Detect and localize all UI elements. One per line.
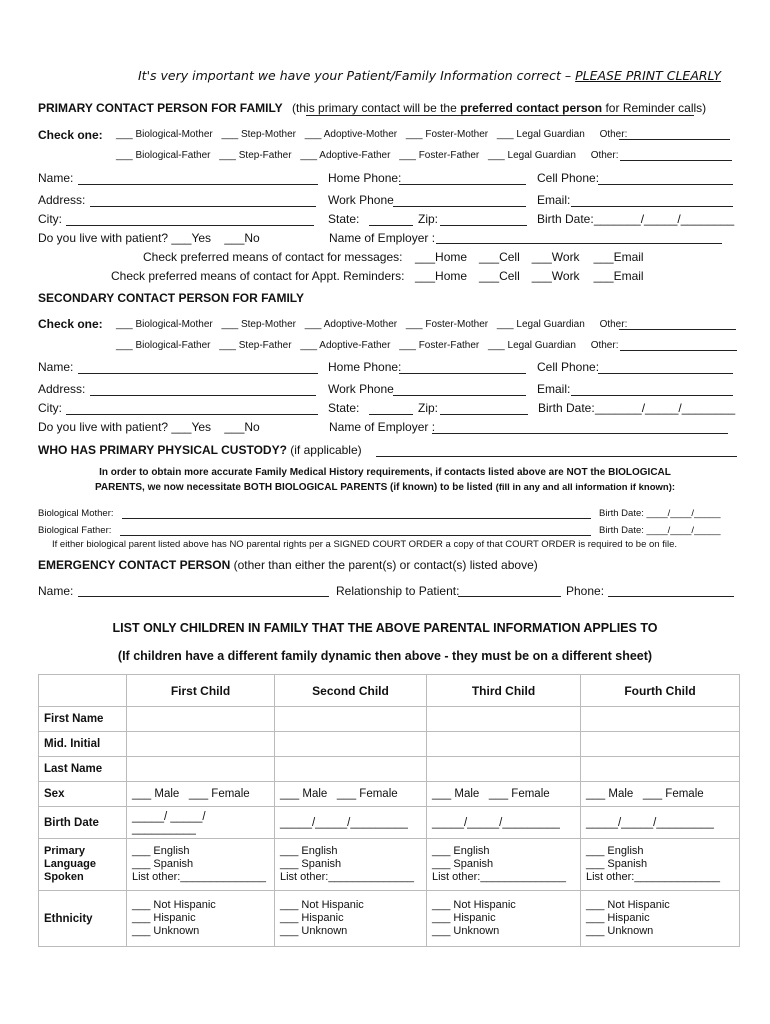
form-title: It's very important we have your Patient/Family Information correct – PLEASE PRINT CLEARLY bbox=[138, 68, 721, 83]
secondary-heading: SECONDARY CONTACT PERSON FOR FAMILY bbox=[38, 291, 305, 305]
last-name-cell[interactable] bbox=[275, 757, 427, 782]
row-label-mid-initial: Mid. Initial bbox=[39, 732, 127, 757]
sex-cell[interactable]: ___ Male ___ Female bbox=[427, 782, 581, 807]
secondary-home-phone-label: Home Phone: bbox=[328, 360, 402, 374]
ethnicity-cell[interactable]: ___ Not Hispanic ___ Hispanic ___ Unknown bbox=[581, 891, 740, 947]
table-corner bbox=[39, 675, 127, 707]
primary-cell-phone-label: Cell Phone: bbox=[537, 171, 600, 185]
language-cell[interactable]: ___ English ___ Spanish List other:______________ bbox=[581, 839, 740, 891]
children-table bbox=[38, 674, 740, 947]
row-label-first-name: First Name bbox=[39, 707, 127, 732]
secondary-employer-label: Name of Employer : bbox=[329, 420, 436, 434]
secondary-state-label: State: bbox=[328, 401, 360, 415]
column-header: Second Child bbox=[275, 675, 427, 707]
first-name-cell[interactable] bbox=[581, 707, 740, 732]
pref-reminders-label: Check preferred means of contact for Appt. Reminders: bbox=[111, 269, 405, 283]
sex-cell[interactable]: ___ Male ___ Female bbox=[275, 782, 427, 807]
row-label-language: Primary Language Spoken bbox=[39, 839, 127, 891]
primary-state-label: State: bbox=[328, 212, 360, 226]
emergency-name-field[interactable] bbox=[78, 596, 329, 597]
column-header: Fourth Child bbox=[581, 675, 740, 707]
emergency-phone-field[interactable] bbox=[608, 596, 734, 597]
court-order-note: If either biological parent listed above has NO parental rights per a SIGNED COURT ORDER a copy of that COURT ORDER is required to be on file. bbox=[52, 539, 677, 550]
secondary-city-field[interactable] bbox=[66, 414, 318, 415]
column-header: First Child bbox=[127, 675, 275, 707]
secondary-cell-phone-field[interactable] bbox=[598, 373, 733, 374]
primary-birth-date-field[interactable]: _______/_____/________ bbox=[594, 212, 735, 226]
secondary-work-phone-label: Work Phone bbox=[328, 382, 394, 396]
mid-initial-cell[interactable] bbox=[427, 732, 581, 757]
language-cell[interactable]: ___ English ___ Spanish List other:______________ bbox=[427, 839, 581, 891]
birth-date-cell[interactable]: _____/_____/_________ bbox=[581, 807, 740, 839]
row-label-last-name: Last Name bbox=[39, 757, 127, 782]
primary-work-phone-field[interactable] bbox=[393, 206, 526, 207]
ethnicity-cell[interactable]: ___ Not Hispanic ___ Hispanic ___ Unknown bbox=[275, 891, 427, 947]
primary-employer-label: Name of Employer : bbox=[329, 231, 436, 245]
emergency-phone-label: Phone: bbox=[566, 584, 605, 598]
bio-mother-label: Biological Mother: bbox=[38, 508, 114, 519]
bio-father-field[interactable] bbox=[120, 535, 591, 536]
ethnicity-cell[interactable]: ___ Not Hispanic ___ Hispanic ___ Unknown bbox=[427, 891, 581, 947]
row-label-sex: Sex bbox=[39, 782, 127, 807]
secondary-zip-label: Zip: bbox=[418, 401, 439, 415]
secondary-email-field[interactable] bbox=[571, 395, 733, 396]
language-cell[interactable]: ___ English ___ Spanish List other:______________ bbox=[127, 839, 275, 891]
pref-messages-label: Check preferred means of contact for messages: bbox=[143, 250, 403, 264]
primary-relationship-row2[interactable]: ___ Biological-Father ___ Step-Father ___ Adoptive-Father ___ Foster-Father ___ Legal Guardian Other: bbox=[116, 150, 619, 161]
bio-notice-line1: In order to obtain more accurate Family Medical History requirements, if contacts listed above are NOT the BIOLOGICAL bbox=[99, 467, 671, 478]
secondary-check-one-label: Check one: bbox=[38, 317, 103, 331]
bio-notice-line2: PARENTS, we now necessitate BOTH BIOLOGICAL PARENTS (if known) to be listed (fill in any and all information if known): bbox=[94, 482, 676, 493]
sex-cell[interactable]: ___ Male ___ Female bbox=[581, 782, 740, 807]
last-name-cell[interactable] bbox=[127, 757, 275, 782]
mid-initial-cell[interactable] bbox=[127, 732, 275, 757]
bio-father-birth-date[interactable]: Birth Date: ____/____/_____ bbox=[599, 525, 721, 536]
custody-heading: WHO HAS PRIMARY PHYSICAL CUSTODY? (if applicable) bbox=[38, 443, 362, 457]
row-label-birth-date: Birth Date bbox=[39, 807, 127, 839]
primary-birth-date-label: Birth Date: bbox=[537, 212, 594, 226]
secondary-city-label: City: bbox=[38, 401, 62, 415]
secondary-work-phone-field[interactable] bbox=[393, 395, 526, 396]
birth-date-cell[interactable]: _____/ _____/ __________ bbox=[127, 807, 275, 839]
sex-cell[interactable]: ___ Male ___ Female bbox=[127, 782, 275, 807]
custody-field[interactable] bbox=[376, 456, 737, 457]
secondary-birth-date-label: Birth Date: bbox=[538, 401, 595, 415]
bio-mother-field[interactable] bbox=[122, 518, 591, 519]
last-name-cell[interactable] bbox=[581, 757, 740, 782]
emergency-name-label: Name: bbox=[38, 584, 74, 598]
pref-reminders-options[interactable]: ___Home ___Cell ___Work ___Email bbox=[415, 269, 644, 283]
column-header: Third Child bbox=[427, 675, 581, 707]
primary-cell-phone-field[interactable] bbox=[598, 184, 733, 185]
mid-initial-cell[interactable] bbox=[275, 732, 427, 757]
primary-employer-field[interactable] bbox=[436, 243, 722, 244]
pref-messages-options[interactable]: ___Home ___Cell ___Work ___Email bbox=[415, 250, 644, 264]
secondary-email-label: Email: bbox=[537, 382, 571, 396]
bio-father-label: Biological Father: bbox=[38, 525, 112, 536]
primary-name-field[interactable] bbox=[78, 184, 318, 185]
secondary-address-label: Address: bbox=[38, 382, 86, 396]
emergency-relationship-field[interactable] bbox=[458, 596, 561, 597]
ethnicity-cell[interactable]: ___ Not Hispanic ___ Hispanic ___ Unknown bbox=[127, 891, 275, 947]
secondary-address-field[interactable] bbox=[90, 395, 316, 396]
primary-zip-field[interactable] bbox=[440, 225, 527, 226]
secondary-relationship-row2[interactable]: ___ Biological-Father ___ Step-Father ___ Adoptive-Father ___ Foster-Father ___ Legal Guardian Other: bbox=[116, 340, 619, 351]
last-name-cell[interactable] bbox=[427, 757, 581, 782]
primary-work-phone-label: Work Phone bbox=[328, 193, 394, 207]
secondary-name-field[interactable] bbox=[78, 373, 318, 374]
secondary-zip-field[interactable] bbox=[440, 414, 528, 415]
row-label-ethnicity: Ethnicity bbox=[39, 891, 127, 947]
primary-city-field[interactable] bbox=[66, 225, 314, 226]
primary-check-one-label: Check one: bbox=[38, 128, 103, 142]
secondary-birth-date-field[interactable]: _______/_____/________ bbox=[595, 401, 736, 415]
primary-home-phone-label: Home Phone: bbox=[328, 171, 402, 185]
mid-initial-cell[interactable] bbox=[581, 732, 740, 757]
primary-zip-label: Zip: bbox=[418, 212, 439, 226]
children-heading: LIST ONLY CHILDREN IN FAMILY THAT THE ABOVE PARENTAL INFORMATION APPLIES TO bbox=[112, 621, 658, 635]
primary-heading-line: PRIMARY CONTACT PERSON FOR FAMILY (this primary contact will be the preferred contact person for Reminder calls) bbox=[38, 101, 707, 115]
secondary-live-with[interactable]: Do you live with patient? ___Yes ___No bbox=[38, 420, 260, 434]
primary-email-field[interactable] bbox=[571, 206, 733, 207]
secondary-home-phone-field[interactable] bbox=[399, 373, 526, 374]
primary-city-label: City: bbox=[38, 212, 62, 226]
emergency-heading: EMERGENCY CONTACT PERSON (other than either the parent(s) or contact(s) listed above) bbox=[38, 558, 538, 572]
primary-email-label: Email: bbox=[537, 193, 571, 207]
emergency-relationship-label: Relationship to Patient: bbox=[336, 584, 460, 598]
secondary-cell-phone-label: Cell Phone: bbox=[537, 360, 600, 374]
secondary-employer-field[interactable] bbox=[432, 433, 728, 434]
secondary-name-label: Name: bbox=[38, 360, 74, 374]
primary-name-label: Name: bbox=[38, 171, 74, 185]
first-name-cell[interactable] bbox=[275, 707, 427, 732]
primary-live-with[interactable]: Do you live with patient? ___Yes ___No bbox=[38, 231, 260, 245]
primary-address-label: Address: bbox=[38, 193, 86, 207]
primary-relationship-row1[interactable]: ___ Biological-Mother ___ Step-Mother ___ Adoptive-Mother ___ Foster-Mother ___ Legal Guardian Other: bbox=[116, 129, 628, 140]
birth-date-cell[interactable]: _____/_____/_________ bbox=[427, 807, 581, 839]
first-name-cell[interactable] bbox=[427, 707, 581, 732]
primary-address-field[interactable] bbox=[90, 206, 316, 207]
first-name-cell[interactable] bbox=[127, 707, 275, 732]
bio-mother-birth-date[interactable]: Birth Date: ____/____/_____ bbox=[599, 508, 721, 519]
primary-state-field[interactable] bbox=[369, 225, 413, 226]
secondary-state-field[interactable] bbox=[369, 414, 413, 415]
birth-date-cell[interactable]: _____/_____/_________ bbox=[275, 807, 427, 839]
children-subheading: (If children have a different family dynamic then above - they must be on a different sheet) bbox=[117, 649, 653, 663]
secondary-relationship-row1[interactable]: ___ Biological-Mother ___ Step-Mother ___ Adoptive-Mother ___ Foster-Mother ___ Legal Guardian Other: bbox=[116, 319, 628, 330]
primary-home-phone-field[interactable] bbox=[399, 184, 526, 185]
language-cell[interactable]: ___ English ___ Spanish List other:______________ bbox=[275, 839, 427, 891]
